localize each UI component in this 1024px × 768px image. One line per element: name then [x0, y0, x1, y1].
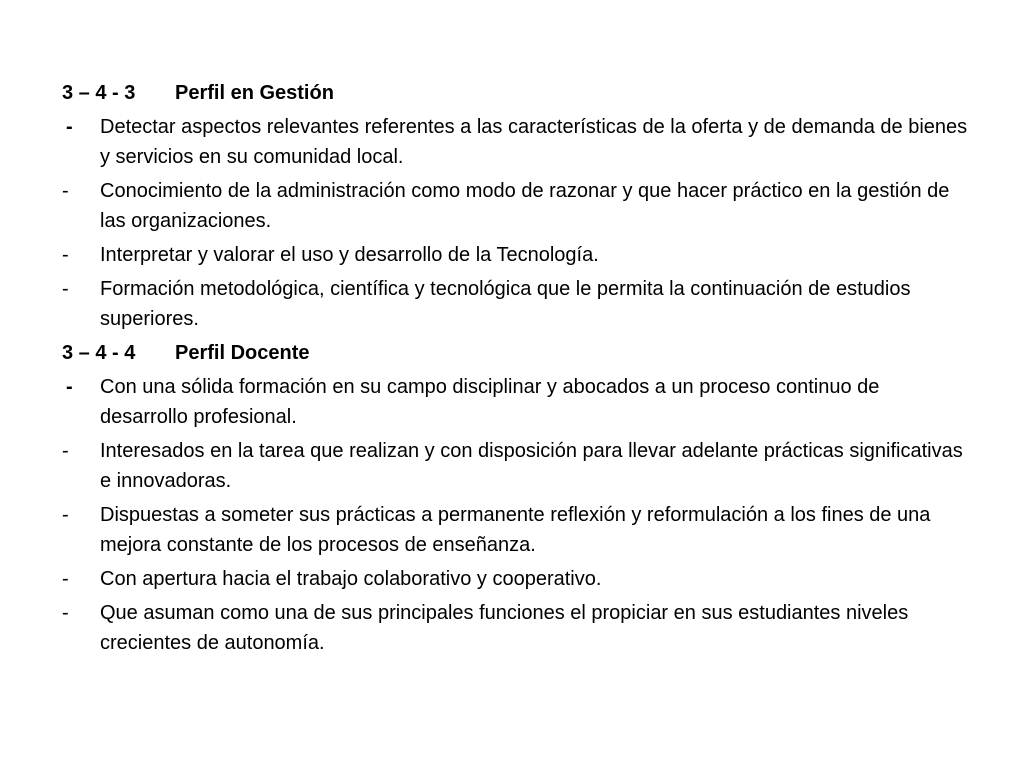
list-item — [62, 500, 972, 560]
bullet-dash: - — [66, 376, 73, 398]
section-title: Perfil en Gestión — [175, 82, 334, 104]
bullet-dash: - — [62, 278, 69, 300]
list-item-text: Conocimiento de la administración como modo de razonar y que hacer práctico en la gestión de las organizaciones. — [100, 180, 950, 232]
list-item — [62, 372, 972, 432]
bullet-dash: - — [62, 440, 69, 462]
list-item-text: Con apertura hacia el trabajo colaborativo y cooperativo. — [100, 568, 602, 590]
bullet-dash: - — [62, 602, 69, 624]
slide-content — [62, 76, 972, 662]
list-item-text: Formación metodológica, científica y tecnológica que le permita la continuación de estudios superiores. — [100, 278, 911, 330]
section-number: 3 – 4 - 3 — [62, 82, 136, 104]
section-number: 3 – 4 - 4 — [62, 342, 136, 364]
list-item-text: Que asuman como una de sus principales funciones el propiciar en sus estudiantes niveles crecientes de autonomía. — [100, 602, 909, 654]
list-item-text: Interesados en la tarea que realizan y con disposición para llevar adelante prácticas significativas e innovadoras. — [100, 440, 963, 492]
list-item-text: Detectar aspectos relevantes referentes a las características de la oferta y de demanda de bienes y servicios en su comunidad local. — [100, 116, 968, 168]
bullet-dash: - — [62, 180, 69, 202]
section-heading-docente — [62, 338, 972, 368]
list-item — [62, 176, 972, 236]
list-item-text: Con una sólida formación en su campo disciplinar y abocados a un proceso continuo de desarrollo profesional. — [100, 376, 880, 428]
section-title: Perfil Docente — [175, 342, 310, 364]
bullet-dash: - — [62, 504, 69, 526]
list-item — [62, 240, 972, 270]
bullet-dash: - — [62, 244, 69, 266]
list-item — [62, 112, 972, 172]
list-item — [62, 436, 972, 496]
section-heading-gestion — [62, 78, 972, 108]
list-item — [62, 598, 972, 658]
list-item-text: Interpretar y valorar el uso y desarrollo de la Tecnología. — [100, 244, 599, 266]
bullet-dash: - — [62, 568, 69, 590]
list-item-text: Dispuestas a someter sus prácticas a permanente reflexión y reformulación a los fines de una mejora constante de los procesos de enseñanza. — [100, 504, 931, 556]
list-item — [62, 274, 972, 334]
bullet-dash: - — [66, 116, 73, 138]
list-item — [62, 564, 972, 594]
